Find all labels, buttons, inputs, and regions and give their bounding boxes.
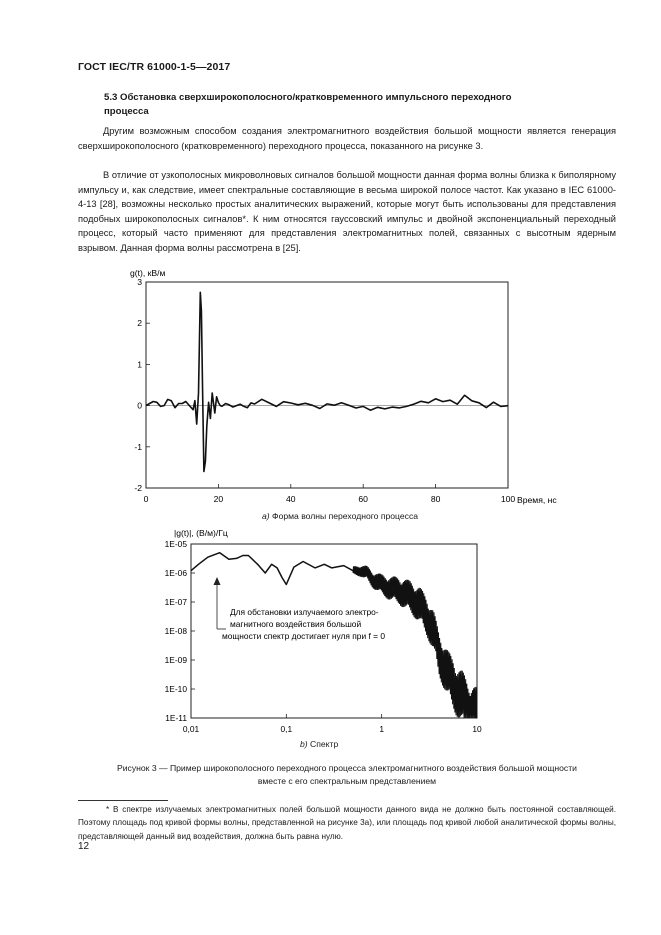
panel-b-y-tick-label: 1E-07 (164, 597, 187, 607)
annotation-line-2: магнитного воздействия большой (230, 619, 362, 629)
waveform-line (146, 292, 508, 471)
footnote-text: * В спектре излучаемых электромагнитных полей большой мощности данного вида не должно быть постоянной составляющей. Поэтому площадь под кривой формы волны, представленной на рисунке 3а), или площадь под кривой любой аналитической формы волны, представляющей данный вид воздействия, должна быть равна нулю. (78, 805, 616, 841)
panel-a-y-tick-label: 2 (137, 318, 142, 329)
annotation-line-1: Для обстановки излучаемого электро- (230, 607, 379, 617)
figure-caption-line2: вместе с его спектральным представлением (257, 776, 437, 786)
panel-a-ylabel: g(t), кВ/м (130, 268, 166, 278)
panel-a-caption (262, 511, 418, 521)
panel-b-chart (165, 528, 482, 734)
panel-b-letter: b) (300, 739, 308, 749)
page-number: 12 (78, 841, 90, 852)
panel-a-x-tick-label: 0 (143, 494, 149, 504)
panel-a-y-tick-label: -2 (134, 483, 142, 493)
panel-b-caption (300, 739, 338, 749)
panel-b-y-ticks (165, 539, 195, 723)
panel-b-y-tick-label: 1E-06 (164, 568, 187, 578)
panel-b-y-tick-label: 1E-09 (164, 655, 187, 665)
section-title-line2: процесса (104, 106, 149, 117)
panel-a-x-tick-label: 100 (500, 494, 516, 504)
panel-a-x-tick-label: 40 (286, 494, 296, 504)
panel-a-letter: а) (262, 511, 270, 521)
figure-caption (78, 762, 616, 788)
panel-b-x-tick-label: 0,01 (182, 724, 200, 734)
footnote (78, 803, 616, 843)
panel-a-x-tick-label: 20 (213, 494, 224, 504)
panel-b-x-tick-label: 0,1 (280, 724, 293, 734)
annotation-arrow-icon (214, 577, 221, 585)
panel-a-y-ticks (134, 277, 150, 493)
panel-b-y-tick-label: 1E-05 (164, 539, 187, 549)
panel-a-chart (130, 268, 557, 505)
annotation-line-3: мощности спектр достигает нуля при f = 0 (222, 631, 385, 641)
footnote-divider (78, 800, 168, 801)
panel-b-y-tick-label: 1E-11 (165, 713, 187, 723)
paragraph-2-text: В отличие от узкополосных микроволновых сигналов большой мощности данная форма волны близка к биполярному импульсу и, как следствие, имеет спектральные составляющие в весьма широкой полосе частот. Как указано в IEC 61000-4-13 [28], возможны несколько простых аналитических выражений, которые могут быть использованы для представления подобных широкополосных сигналов*. К ним относятся гауссовский импульс и двойной экспоненциальный переходный процесс, который часто применяют для представления электромагнитных полей, связанных с высотным ядерным взрывом. Данная форма волны рассмотрена в [25]. (78, 170, 616, 253)
panel-b-x-ticks (183, 714, 482, 734)
panel-a-y-tick-label: -1 (134, 441, 142, 452)
panel-a-xlabel: Время, нс (517, 495, 557, 505)
panel-b-y-tick-label: 1E-10 (164, 684, 187, 694)
panel-a-y-tick-label: 0 (137, 400, 142, 411)
panel-b-caption-text: Спектр (310, 739, 339, 749)
panel-a-caption-text: Форма волны переходного процесса (272, 511, 419, 521)
section-title-line1: 5.3 Обстановка сверхширокополосного/кратковременного импульсного переходного (104, 92, 512, 103)
panel-a-x-ticks (144, 484, 516, 504)
document-header: ГОСТ IEC/TR 61000-1-5—2017 (78, 61, 231, 73)
panel-b-ylabel: |g(t)|, (В/м)/Гц (174, 528, 228, 538)
panel-b-y-tick-label: 1E-08 (164, 626, 187, 636)
panel-b-x-tick-label: 10 (472, 724, 482, 734)
figure-caption-line1: Рисунок 3 — Пример широкополосного переходного процесса электромагнитного воздействия большой мощности (117, 763, 577, 773)
panel-a-y-tick-label: 3 (137, 277, 142, 287)
panel-a-y-tick-label: 1 (137, 359, 142, 370)
panel-a-x-tick-label: 60 (358, 494, 368, 504)
panel-b-x-tick-label: 1 (379, 724, 385, 734)
panel-a-x-tick-label: 80 (430, 494, 441, 504)
paragraph-1-text: Другим возможным способом создания электромагнитного воздействия большой мощности является генерация сверхширокополосного (кратковременного) переходного процесса, показанного на рисунке 3. (78, 126, 616, 151)
